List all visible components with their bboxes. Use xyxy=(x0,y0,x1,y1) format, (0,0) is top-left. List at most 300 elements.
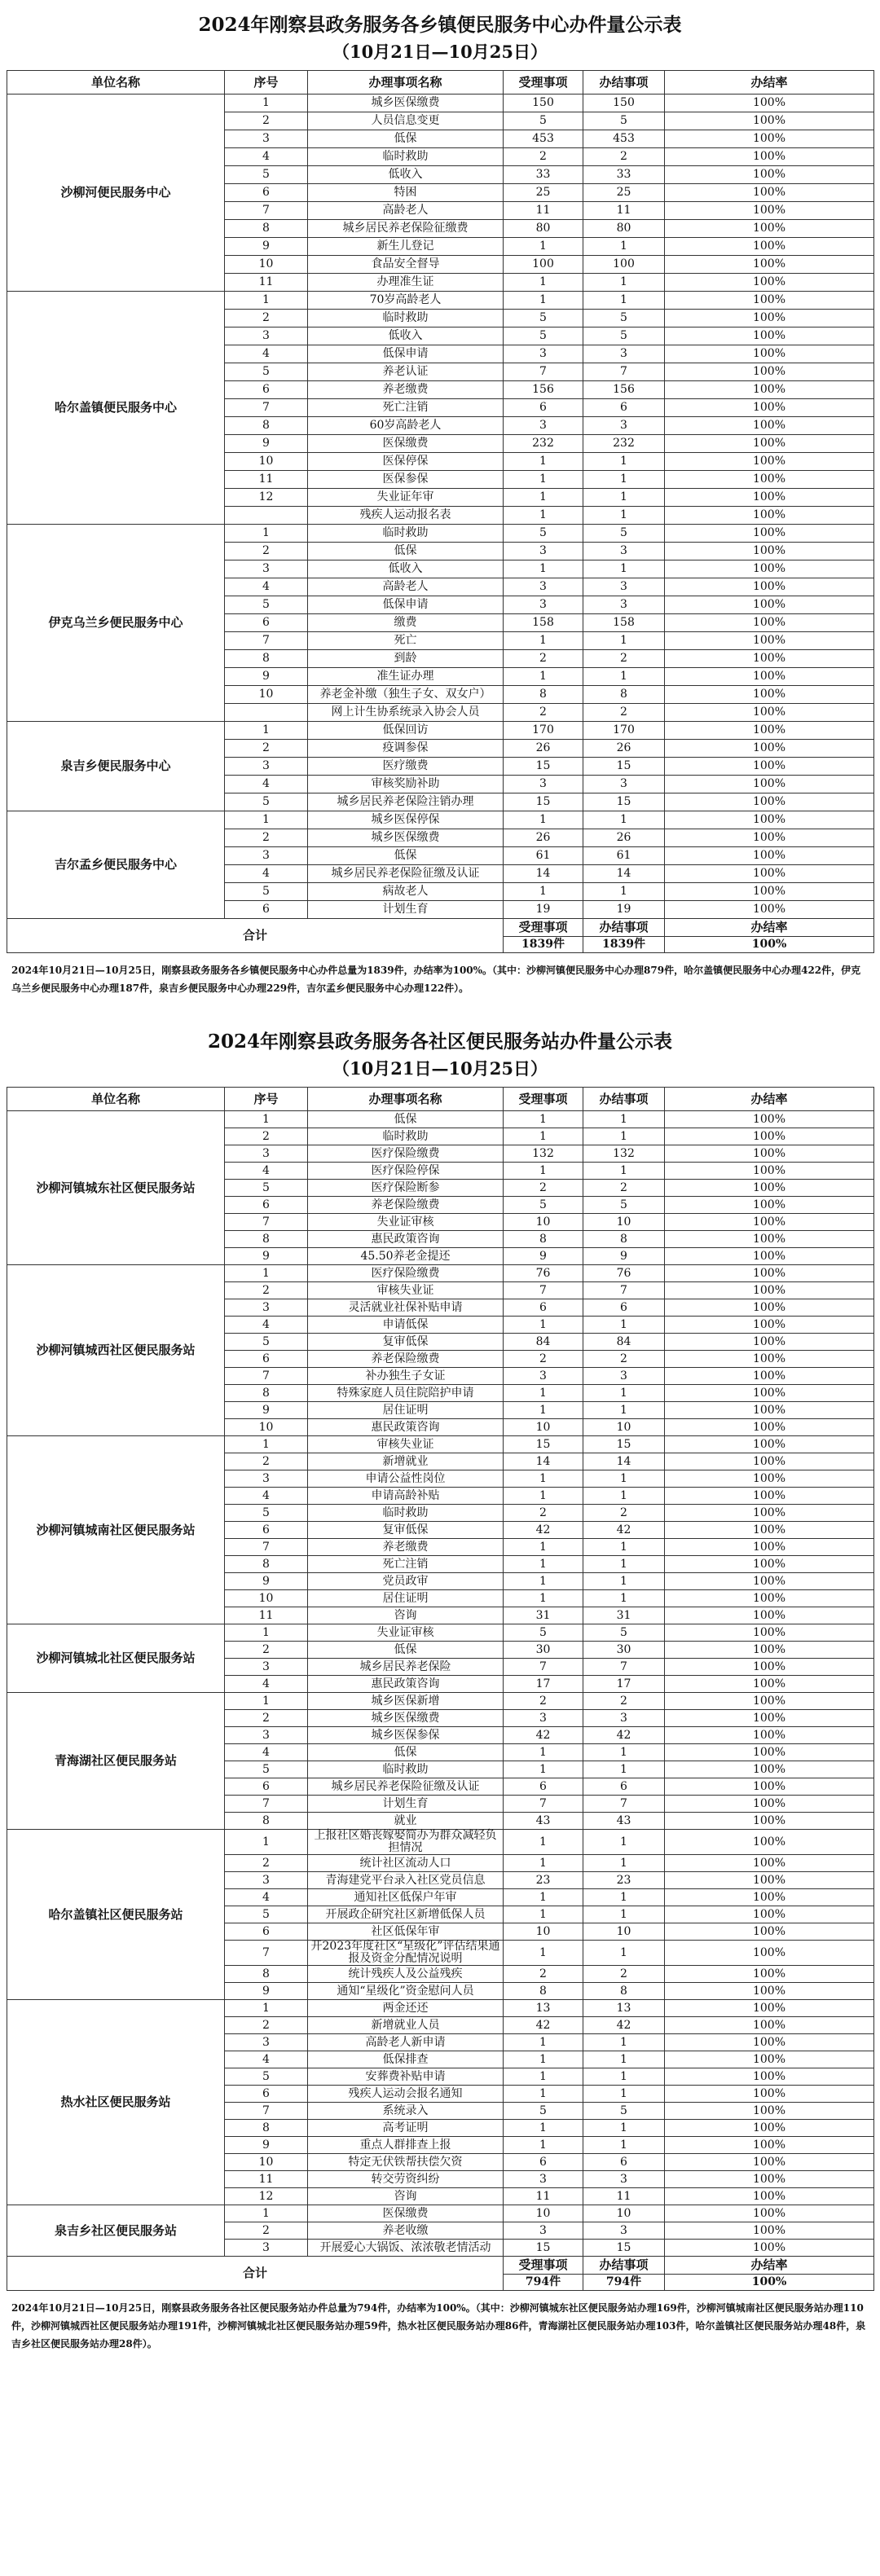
rate-cell: 100% xyxy=(665,256,874,274)
rate-cell: 100% xyxy=(665,1676,874,1693)
item-name-cell: 惠民政策咨询 xyxy=(308,1419,504,1436)
seq-cell: 4 xyxy=(225,1488,308,1505)
seq-cell: 10 xyxy=(225,1419,308,1436)
accepted-count-cell: 23 xyxy=(504,1872,583,1889)
accepted-count-cell: 1 xyxy=(504,1590,583,1607)
item-name-cell: 安葬费补贴申请 xyxy=(308,2068,504,2086)
seq-cell: 6 xyxy=(225,184,308,202)
section2-summary-note: 2024年10月21日—10月25日，刚察县政务服务各社区便民服务站办件总量为794件，办结率为100%。（其中：沙柳河镇城东社区便民服务站办理169件，沙柳河镇城南社区便民服务站办理110件，沙柳河镇城西社区便民服务站办理191件，沙柳河镇城北社区便民服务站办理59件，热水社区便民服务站办理86件，青海湖社区便民服务站办理103件，哈尔盖镇社区便民服务站办理48件，泉吉乡社区便民服务站办理28件）。 xyxy=(11,2302,866,2350)
rate-cell: 100% xyxy=(665,1317,874,1334)
completed-count-cell: 1 xyxy=(583,1855,665,1872)
seq-cell: 2 xyxy=(225,1282,308,1299)
seq-cell: 4 xyxy=(225,776,308,793)
accepted-count-cell: 1 xyxy=(504,238,583,256)
item-name-cell: 通知社区低保户年审 xyxy=(308,1889,504,1906)
seq-cell: 3 xyxy=(225,758,308,776)
item-name-cell: 居住证明 xyxy=(308,1402,504,1419)
completed-count-cell: 1 xyxy=(583,2086,665,2103)
completed-count-cell: 76 xyxy=(583,1265,665,1282)
completed-count-cell: 1 xyxy=(583,1889,665,1906)
accepted-count-cell: 7 xyxy=(504,1659,583,1676)
item-name-cell: 审核失业证 xyxy=(308,1282,504,1299)
accepted-count-cell: 2 xyxy=(504,650,583,668)
item-name-cell: 网上计生协系统录入协会人员 xyxy=(308,704,504,722)
item-name-cell: 低保 xyxy=(308,130,504,148)
seq-cell: 3 xyxy=(225,1727,308,1744)
seq-cell: 6 xyxy=(225,1351,308,1368)
seq-cell: 10 xyxy=(225,2154,308,2171)
rate-cell: 100% xyxy=(665,363,874,381)
seq-cell: 1 xyxy=(225,292,308,310)
rate-cell: 100% xyxy=(665,668,874,686)
item-name-cell: 计划生育 xyxy=(308,1796,504,1813)
rate-cell: 100% xyxy=(665,1573,874,1590)
seq-cell: 2 xyxy=(225,1710,308,1727)
accepted-count-cell: 31 xyxy=(504,1607,583,1624)
rate-cell: 100% xyxy=(665,1145,874,1163)
rate-cell: 100% xyxy=(665,1385,874,1402)
item-name-cell: 就业 xyxy=(308,1813,504,1830)
unit-name-cell: 沙柳河镇城北社区便民服务站 xyxy=(7,1624,225,1693)
rate-cell: 100% xyxy=(665,1872,874,1889)
rate-cell: 100% xyxy=(665,1659,874,1676)
completed-count-cell: 6 xyxy=(583,1778,665,1796)
item-name-cell: 医疗保险缴费 xyxy=(308,1145,504,1163)
seq-cell: 2 xyxy=(225,1642,308,1659)
unit-name-cell: 泉吉乡社区便民服务站 xyxy=(7,2205,225,2257)
completed-count-cell: 1 xyxy=(583,2120,665,2137)
rate-cell: 100% xyxy=(665,202,874,220)
accepted-count-cell: 1 xyxy=(504,1744,583,1761)
seq-cell: 7 xyxy=(225,632,308,650)
accepted-count-cell: 1 xyxy=(504,2034,583,2051)
completed-count-cell: 8 xyxy=(583,1231,665,1248)
item-name-cell: 开2023年度社区“星级化”评估结果通报及资金分配情况说明 xyxy=(308,1941,504,1966)
rate-cell: 100% xyxy=(665,1419,874,1436)
accepted-count-cell: 7 xyxy=(504,363,583,381)
seq-cell: 2 xyxy=(225,1855,308,1872)
accepted-count-cell: 1 xyxy=(504,560,583,578)
completed-count-cell: 3 xyxy=(583,543,665,560)
unit-name-cell: 哈尔盖镇便民服务中心 xyxy=(7,292,225,525)
item-name-cell: 临时救助 xyxy=(308,310,504,327)
completed-count-cell: 2 xyxy=(583,1180,665,1197)
seq-cell: 9 xyxy=(225,2137,308,2154)
completed-count-cell: 100 xyxy=(583,256,665,274)
rate-cell: 100% xyxy=(665,184,874,202)
seq-cell: 1 xyxy=(225,1624,308,1642)
rate-cell: 100% xyxy=(665,829,874,847)
item-name-cell: 医保缴费 xyxy=(308,435,504,453)
rate-cell: 100% xyxy=(665,2188,874,2205)
rate-cell: 100% xyxy=(665,847,874,865)
completed-count-cell: 3 xyxy=(583,2222,665,2240)
rate-cell: 100% xyxy=(665,2000,874,2017)
seq-cell: 7 xyxy=(225,1539,308,1556)
seq-cell: 8 xyxy=(225,220,308,238)
accepted-count-cell: 1 xyxy=(504,1402,583,1419)
total-label: 合计 xyxy=(7,2257,504,2291)
seq-cell: 4 xyxy=(225,1889,308,1906)
accepted-count-cell: 10 xyxy=(504,1419,583,1436)
completed-count-cell: 3 xyxy=(583,1710,665,1727)
total-completed-value: 1839件 xyxy=(583,937,665,953)
accepted-count-cell: 6 xyxy=(504,1299,583,1317)
accepted-count-cell: 1 xyxy=(504,883,583,901)
rate-cell: 100% xyxy=(665,292,874,310)
table-row xyxy=(7,95,874,112)
rate-cell: 100% xyxy=(665,2051,874,2068)
item-name-cell: 咨询 xyxy=(308,1607,504,1624)
item-name-cell: 养老金补缴（独生子女、双女户） xyxy=(308,686,504,704)
seq-cell: 9 xyxy=(225,668,308,686)
rate-cell: 100% xyxy=(665,793,874,811)
seq-cell: 2 xyxy=(225,829,308,847)
seq-cell: 2 xyxy=(225,310,308,327)
seq-cell xyxy=(225,507,308,525)
rate-cell: 100% xyxy=(665,1197,874,1214)
seq-cell: 11 xyxy=(225,471,308,489)
rate-cell: 100% xyxy=(665,1966,874,1983)
seq-cell: 8 xyxy=(225,1556,308,1573)
section-divider xyxy=(0,997,880,1017)
completed-count-cell: 3 xyxy=(583,1368,665,1385)
accepted-count-cell: 170 xyxy=(504,722,583,740)
rate-cell: 100% xyxy=(665,883,874,901)
rate-cell: 100% xyxy=(665,2103,874,2120)
completed-count-cell: 158 xyxy=(583,614,665,632)
rate-cell: 100% xyxy=(665,1923,874,1941)
seq-cell: 1 xyxy=(225,811,308,829)
accepted-count-cell: 42 xyxy=(504,2017,583,2034)
completed-count-cell: 3 xyxy=(583,417,665,435)
total-accepted-header: 受理事项 xyxy=(504,919,583,937)
item-name-cell: 病故老人 xyxy=(308,883,504,901)
accepted-count-cell: 5 xyxy=(504,1624,583,1642)
item-name-cell: 低保 xyxy=(308,1111,504,1128)
item-name-cell: 城乡医保新增 xyxy=(308,1693,504,1710)
accepted-count-cell: 1 xyxy=(504,811,583,829)
rate-cell: 100% xyxy=(665,525,874,543)
item-name-cell: 临时救助 xyxy=(308,1761,504,1778)
item-name-cell: 疫调参保 xyxy=(308,740,504,758)
accepted-count-cell: 25 xyxy=(504,184,583,202)
accepted-count-cell: 3 xyxy=(504,345,583,363)
completed-count-cell: 453 xyxy=(583,130,665,148)
rate-cell: 100% xyxy=(665,1710,874,1727)
rate-cell: 100% xyxy=(665,2034,874,2051)
accepted-count-cell: 2 xyxy=(504,1351,583,1368)
unit-name-cell: 沙柳河镇城东社区便民服务站 xyxy=(7,1111,225,1265)
accepted-count-cell: 1 xyxy=(504,2086,583,2103)
rate-cell: 100% xyxy=(665,1351,874,1368)
accepted-count-cell: 43 xyxy=(504,1813,583,1830)
completed-count-cell: 1 xyxy=(583,2137,665,2154)
accepted-count-cell: 1 xyxy=(504,1573,583,1590)
accepted-count-cell: 100 xyxy=(504,256,583,274)
completed-count-cell: 1 xyxy=(583,1488,665,1505)
completed-count-cell: 10 xyxy=(583,1923,665,1941)
item-name-cell: 临时救助 xyxy=(308,148,504,166)
item-name-cell: 低收入 xyxy=(308,166,504,184)
completed-count-cell: 1 xyxy=(583,2051,665,2068)
item-name-cell: 养老缴费 xyxy=(308,381,504,399)
seq-cell: 2 xyxy=(225,112,308,130)
accepted-count-cell: 3 xyxy=(504,543,583,560)
completed-count-cell: 1 xyxy=(583,632,665,650)
rate-cell: 100% xyxy=(665,95,874,112)
completed-count-cell: 5 xyxy=(583,112,665,130)
table-row xyxy=(7,1436,874,1453)
accepted-count-cell: 3 xyxy=(504,776,583,793)
seq-cell: 3 xyxy=(225,327,308,345)
seq-cell: 9 xyxy=(225,238,308,256)
seq-cell: 5 xyxy=(225,363,308,381)
unit-name-cell: 热水社区便民服务站 xyxy=(7,2000,225,2205)
item-name-cell: 60岁高龄老人 xyxy=(308,417,504,435)
rate-cell: 100% xyxy=(665,417,874,435)
accepted-count-cell: 1 xyxy=(504,1761,583,1778)
accepted-count-cell: 14 xyxy=(504,865,583,883)
item-name-cell: 45.50养老金提还 xyxy=(308,1248,504,1265)
seq-cell: 4 xyxy=(225,1317,308,1334)
completed-count-cell: 2 xyxy=(583,704,665,722)
unit-name-cell: 沙柳河镇城南社区便民服务站 xyxy=(7,1436,225,1624)
completed-count-cell: 1 xyxy=(583,1573,665,1590)
item-name-cell: 残疾人运动会报名通知 xyxy=(308,2086,504,2103)
section2-heading xyxy=(0,1017,880,1082)
seq-cell: 2 xyxy=(225,2017,308,2034)
section1-table-body xyxy=(7,95,874,953)
accepted-count-cell: 1 xyxy=(504,2137,583,2154)
accepted-count-cell: 3 xyxy=(504,1710,583,1727)
completed-count-cell: 1 xyxy=(583,883,665,901)
accepted-count-cell: 10 xyxy=(504,1214,583,1231)
table-row xyxy=(7,1265,874,1282)
accepted-count-cell: 2 xyxy=(504,1966,583,1983)
accepted-count-cell: 2 xyxy=(504,1505,583,1522)
header-completed: 办结事项 xyxy=(583,1088,665,1111)
header-unit: 单位名称 xyxy=(7,1088,225,1111)
completed-count-cell: 1 xyxy=(583,811,665,829)
accepted-count-cell: 1 xyxy=(504,1941,583,1966)
seq-cell: 7 xyxy=(225,1214,308,1231)
seq-cell: 1 xyxy=(225,1693,308,1710)
item-name-cell: 低保申请 xyxy=(308,596,504,614)
rate-cell: 100% xyxy=(665,1813,874,1830)
accepted-count-cell: 1 xyxy=(504,1128,583,1145)
item-name-cell: 人员信息变更 xyxy=(308,112,504,130)
item-name-cell: 居住证明 xyxy=(308,1590,504,1607)
seq-cell: 8 xyxy=(225,1385,308,1402)
item-name-cell: 两金还还 xyxy=(308,2000,504,2017)
rate-cell: 100% xyxy=(665,632,874,650)
completed-count-cell: 1 xyxy=(583,1111,665,1128)
rate-cell: 100% xyxy=(665,1761,874,1778)
completed-count-cell: 80 xyxy=(583,220,665,238)
seq-cell: 4 xyxy=(225,2051,308,2068)
accepted-count-cell: 1 xyxy=(504,632,583,650)
completed-count-cell: 3 xyxy=(583,2171,665,2188)
item-name-cell: 审核失业证 xyxy=(308,1436,504,1453)
item-name-cell: 70岁高龄老人 xyxy=(308,292,504,310)
seq-cell: 1 xyxy=(225,722,308,740)
completed-count-cell: 3 xyxy=(583,345,665,363)
header-seq: 序号 xyxy=(225,1088,308,1111)
seq-cell: 11 xyxy=(225,1607,308,1624)
completed-count-cell: 156 xyxy=(583,381,665,399)
completed-count-cell: 10 xyxy=(583,2205,665,2222)
accepted-count-cell: 14 xyxy=(504,1453,583,1470)
accepted-count-cell: 76 xyxy=(504,1265,583,1282)
rate-cell: 100% xyxy=(665,1368,874,1385)
item-name-cell: 低保 xyxy=(308,1744,504,1761)
seq-cell: 2 xyxy=(225,543,308,560)
completed-count-cell: 1 xyxy=(583,1590,665,1607)
rate-cell: 100% xyxy=(665,489,874,507)
rate-cell: 100% xyxy=(665,327,874,345)
accepted-count-cell: 1 xyxy=(504,274,583,292)
item-name-cell: 系统录入 xyxy=(308,2103,504,2120)
seq-cell: 1 xyxy=(225,1265,308,1282)
rate-cell: 100% xyxy=(665,1231,874,1248)
item-name-cell: 新增就业 xyxy=(308,1453,504,1470)
item-name-cell: 医保缴费 xyxy=(308,2205,504,2222)
accepted-count-cell: 1 xyxy=(504,489,583,507)
completed-count-cell: 1 xyxy=(583,1470,665,1488)
rate-cell: 100% xyxy=(665,1436,874,1453)
seq-cell: 11 xyxy=(225,274,308,292)
rate-cell: 100% xyxy=(665,1282,874,1299)
section2-title: 2024年刚察县政务服务各社区便民服务站办件量公示表 xyxy=(207,1031,672,1053)
completed-count-cell: 6 xyxy=(583,2154,665,2171)
rate-cell: 100% xyxy=(665,1889,874,1906)
rate-cell: 100% xyxy=(665,1855,874,1872)
section1-summary-note: 2024年10月21日—10月25日，刚察县政务服务各乡镇便民服务中心办件总量为1839件，办结率为100%。（其中：沙柳河镇便民服务中心办理879件，哈尔盖镇便民服务中心办理422件，伊克乌兰乡便民服务中心办理187件，泉吉乡便民服务中心办理229件，吉尔孟乡便民服务中心办理122件）。 xyxy=(11,965,861,994)
seq-cell: 1 xyxy=(225,1436,308,1453)
completed-count-cell: 33 xyxy=(583,166,665,184)
section2-table-body xyxy=(7,1111,874,2291)
rate-cell: 100% xyxy=(665,1830,874,1855)
table-row xyxy=(7,1111,874,1128)
rate-cell: 100% xyxy=(665,2154,874,2171)
item-name-cell: 特困 xyxy=(308,184,504,202)
accepted-count-cell: 5 xyxy=(504,310,583,327)
completed-count-cell: 2 xyxy=(583,1351,665,1368)
item-name-cell: 审核奖励补助 xyxy=(308,776,504,793)
completed-count-cell: 2 xyxy=(583,148,665,166)
item-name-cell: 开展政企研究社区新增低保人员 xyxy=(308,1906,504,1923)
item-name-cell: 惠民政策咨询 xyxy=(308,1676,504,1693)
header-completed: 办结事项 xyxy=(583,71,665,95)
rate-cell: 100% xyxy=(665,2086,874,2103)
rate-cell: 100% xyxy=(665,2120,874,2137)
rate-cell: 100% xyxy=(665,220,874,238)
seq-cell: 8 xyxy=(225,2120,308,2137)
item-name-cell: 特定无伏铁帮扶偿欠资 xyxy=(308,2154,504,2171)
accepted-count-cell: 3 xyxy=(504,2222,583,2240)
rate-cell: 100% xyxy=(665,112,874,130)
completed-count-cell: 15 xyxy=(583,793,665,811)
completed-count-cell: 5 xyxy=(583,2103,665,2120)
completed-count-cell: 23 xyxy=(583,1872,665,1889)
completed-count-cell: 42 xyxy=(583,1522,665,1539)
completed-count-cell: 15 xyxy=(583,2240,665,2257)
item-name-cell: 养老保险缴费 xyxy=(308,1197,504,1214)
seq-cell: 1 xyxy=(225,1830,308,1855)
seq-cell: 10 xyxy=(225,256,308,274)
completed-count-cell: 13 xyxy=(583,2000,665,2017)
rate-cell: 100% xyxy=(665,1505,874,1522)
rate-cell: 100% xyxy=(665,1796,874,1813)
rate-cell: 100% xyxy=(665,381,874,399)
completed-count-cell: 1 xyxy=(583,489,665,507)
section1-title: 2024年刚察县政务服务各乡镇便民服务中心办件量公示表 xyxy=(198,14,682,36)
seq-cell: 5 xyxy=(225,1761,308,1778)
accepted-count-cell: 15 xyxy=(504,1436,583,1453)
completed-count-cell: 1 xyxy=(583,238,665,256)
seq-cell: 6 xyxy=(225,1197,308,1214)
completed-count-cell: 2 xyxy=(583,650,665,668)
completed-count-cell: 31 xyxy=(583,1607,665,1624)
item-name-cell: 开展爱心大锅饭、浓浓敬老情活动 xyxy=(308,2240,504,2257)
completed-count-cell: 6 xyxy=(583,399,665,417)
item-name-cell: 统计残疾人及公益残疾 xyxy=(308,1966,504,1983)
completed-count-cell: 1 xyxy=(583,668,665,686)
rate-cell: 100% xyxy=(665,1941,874,1966)
item-name-cell: 低保 xyxy=(308,1642,504,1659)
completed-count-cell: 26 xyxy=(583,740,665,758)
seq-cell: 11 xyxy=(225,2171,308,2188)
accepted-count-cell: 1 xyxy=(504,2051,583,2068)
seq-cell: 4 xyxy=(225,1676,308,1693)
completed-count-cell: 26 xyxy=(583,829,665,847)
rate-cell: 100% xyxy=(665,345,874,363)
accepted-count-cell: 1 xyxy=(504,1317,583,1334)
accepted-count-cell: 156 xyxy=(504,381,583,399)
seq-cell: 4 xyxy=(225,1163,308,1180)
rate-cell: 100% xyxy=(665,1299,874,1317)
seq-cell: 5 xyxy=(225,1505,308,1522)
accepted-count-cell: 8 xyxy=(504,1231,583,1248)
rate-cell: 100% xyxy=(665,274,874,292)
item-name-cell: 临时救助 xyxy=(308,1128,504,1145)
completed-count-cell: 19 xyxy=(583,901,665,919)
completed-count-cell: 1 xyxy=(583,1163,665,1180)
header-accepted: 受理事项 xyxy=(504,1088,583,1111)
item-name-cell: 养老收缴 xyxy=(308,2222,504,2240)
seq-cell: 5 xyxy=(225,793,308,811)
rate-cell: 100% xyxy=(665,1727,874,1744)
accepted-count-cell: 42 xyxy=(504,1727,583,1744)
item-name-cell: 准生证办理 xyxy=(308,668,504,686)
completed-count-cell: 17 xyxy=(583,1676,665,1693)
completed-count-cell: 1 xyxy=(583,1385,665,1402)
seq-cell: 4 xyxy=(225,345,308,363)
accepted-count-cell: 1 xyxy=(504,1111,583,1128)
accepted-count-cell: 1 xyxy=(504,1556,583,1573)
accepted-count-cell: 2 xyxy=(504,148,583,166)
rate-cell: 100% xyxy=(665,1539,874,1556)
seq-cell: 10 xyxy=(225,1590,308,1607)
seq-cell: 6 xyxy=(225,614,308,632)
seq-cell: 3 xyxy=(225,1659,308,1676)
item-name-cell: 死亡 xyxy=(308,632,504,650)
item-name-cell: 低保排查 xyxy=(308,2051,504,2068)
rate-cell: 100% xyxy=(665,148,874,166)
accepted-count-cell: 5 xyxy=(504,112,583,130)
accepted-count-cell: 26 xyxy=(504,829,583,847)
